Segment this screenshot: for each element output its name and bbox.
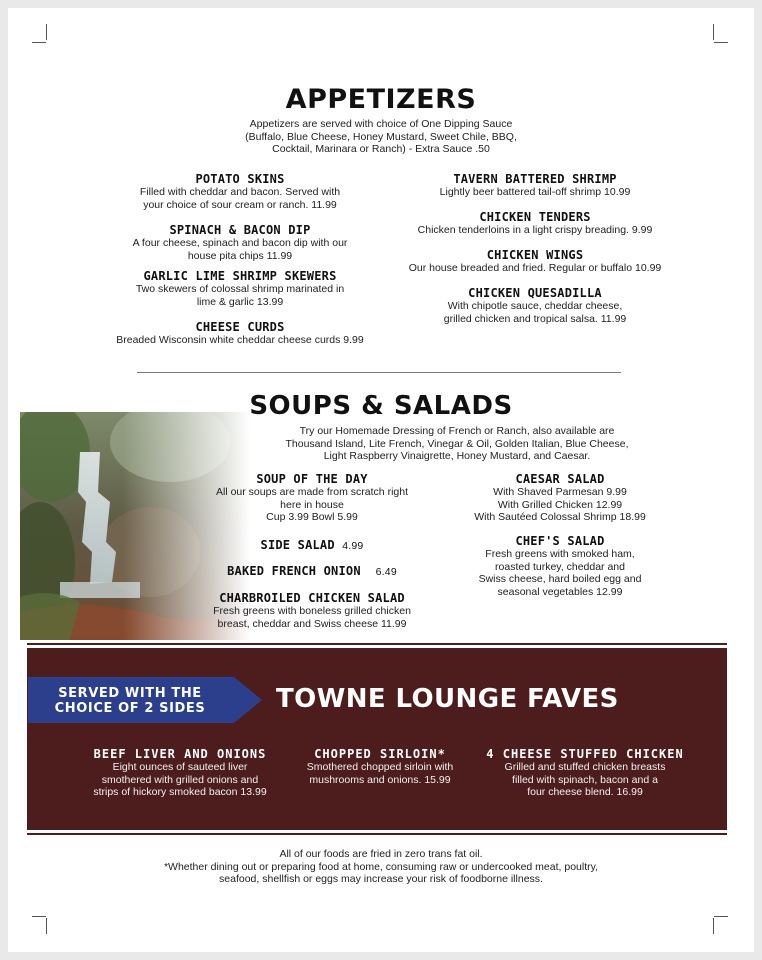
item-title-text: BAKED FRENCH ONION bbox=[227, 564, 361, 578]
item-desc: grilled chicken and tropical salsa. 11.99 bbox=[443, 312, 627, 325]
item-title: 4 CHEESE STUFFED CHICKEN bbox=[486, 747, 684, 761]
footer-notes bbox=[0, 848, 762, 886]
item-desc: mushrooms and onions. 15.99 bbox=[309, 773, 451, 786]
menu-item-tavern-shrimp bbox=[385, 172, 685, 199]
item-desc: Cup 3.99 Bowl 5.99 bbox=[266, 511, 358, 523]
item-title: SPINACH & BACON DIP bbox=[169, 223, 311, 237]
item-title: CHEESE CURDS bbox=[195, 320, 285, 334]
item-desc: With Sautéed Colossal Shrimp 18.99 bbox=[474, 511, 646, 523]
item-desc: Grilled and stuffed chicken breasts bbox=[504, 761, 666, 773]
faves-top-rule bbox=[27, 643, 727, 645]
menu-item-charbroiled-chicken-salad bbox=[162, 591, 462, 630]
intro-line: Appetizers are served with choice of One Dipping Sauce bbox=[249, 118, 513, 130]
footer-line: *Whether dining out or preparing food at home, consuming raw or undercooked meat, poultry, bbox=[163, 860, 599, 873]
item-desc: lime & garlic 13.99 bbox=[196, 295, 284, 308]
menu-item-baked-french-onion bbox=[162, 564, 462, 579]
menu-item-beef-liver bbox=[65, 747, 295, 799]
appetizers-intro bbox=[181, 118, 581, 156]
item-title: CHOPPED SIRLOIN* bbox=[314, 747, 446, 761]
item-desc: Smothered chopped sirloin with bbox=[306, 761, 454, 773]
item-desc: four cheese blend. 16.99 bbox=[527, 786, 643, 798]
menu-item-potato-skins bbox=[90, 172, 390, 211]
item-title: CHEF'S SALAD bbox=[515, 534, 605, 548]
crop-mark-bottom-left bbox=[32, 916, 46, 917]
crop-mark-top-left bbox=[32, 42, 46, 43]
item-desc: Fresh greens with smoked ham, bbox=[485, 548, 635, 560]
menu-item-chefs-salad bbox=[445, 534, 675, 598]
item-desc: With chipotle sauce, cheddar cheese, bbox=[447, 300, 623, 312]
item-desc: Fresh greens with boneless grilled chicken bbox=[213, 605, 411, 617]
soups-salads-heading: SOUPS & SALADS bbox=[249, 391, 513, 421]
faves-bottom-rule bbox=[27, 833, 727, 835]
item-price: 6.49 bbox=[375, 566, 397, 578]
item-title: SOUP OF THE DAY bbox=[256, 472, 368, 486]
item-title: CHICKEN QUESADILLA bbox=[468, 286, 602, 300]
intro-line: Thousand Island, Lite French, Vinegar & Oil, Golden Italian, Blue Cheese, bbox=[285, 437, 629, 450]
item-title bbox=[162, 538, 462, 553]
faves-panel bbox=[27, 648, 727, 830]
item-title: BEEF LIVER AND ONIONS bbox=[93, 747, 267, 761]
item-desc: here in house bbox=[280, 498, 344, 511]
item-title: CHICKEN WINGS bbox=[486, 248, 584, 262]
item-title: CHARBROILED CHICKEN SALAD bbox=[219, 591, 405, 605]
menu-item-spinach-bacon-dip bbox=[90, 223, 390, 262]
item-desc: breast, cheddar and Swiss cheese 11.99 bbox=[217, 617, 407, 630]
item-desc: Filled with cheddar and bacon. Served with bbox=[139, 186, 341, 198]
item-desc: With Shaved Parmesan 9.99 bbox=[493, 486, 627, 498]
item-desc: Lightly beer battered tail-off shrimp 10.99 bbox=[439, 186, 631, 198]
soups-intro bbox=[252, 425, 662, 463]
item-desc: seasonal vegetables 12.99 bbox=[497, 585, 623, 598]
item-desc: Two skewers of colossal shrimp marinated in bbox=[135, 283, 345, 295]
intro-line: Try our Homemade Dressing of French or Ranch, also available are bbox=[299, 425, 615, 437]
item-desc: strips of hickory smoked bacon 13.99 bbox=[93, 786, 267, 798]
crop-mark-top-left-v bbox=[46, 24, 47, 40]
item-desc: Breaded Wisconsin white cheddar cheese curds 9.99 bbox=[116, 334, 364, 346]
item-title: TAVERN BATTERED SHRIMP bbox=[453, 172, 617, 186]
footer-line: seafood, shellfish or eggs may increase your risk of foodborne illness. bbox=[219, 873, 543, 885]
menu-item-cheese-curds bbox=[90, 320, 390, 347]
crop-mark-bottom-right-v bbox=[713, 918, 714, 934]
menu-item-chicken-tenders bbox=[385, 210, 685, 237]
menu-item-chicken-wings bbox=[385, 248, 685, 275]
item-desc: With Grilled Chicken 12.99 bbox=[497, 498, 623, 511]
item-desc: smothered with grilled onions and bbox=[101, 773, 259, 786]
item-title: CHICKEN TENDERS bbox=[479, 210, 591, 224]
item-desc: A four cheese, spinach and bacon dip with our bbox=[132, 237, 348, 249]
ribbon-line: CHOICE OF 2 SIDES bbox=[54, 701, 206, 716]
crop-mark-bottom-left-v bbox=[46, 918, 47, 934]
item-desc: Our house breaded and fried. Regular or buffalo 10.99 bbox=[408, 262, 662, 274]
item-title: CAESAR SALAD bbox=[515, 472, 605, 486]
faves-heading: TOWNE LOUNGE FAVES bbox=[276, 684, 619, 714]
item-desc: your choice of sour cream or ranch. 11.99 bbox=[143, 198, 337, 211]
intro-line: Cocktail, Marinara or Ranch) - Extra Sauce .50 bbox=[272, 143, 490, 155]
crop-mark-top-right-v bbox=[713, 24, 714, 40]
item-title: POTATO SKINS bbox=[195, 172, 285, 186]
item-desc: Chicken tenderloins in a light crispy breading. 9.99 bbox=[417, 224, 653, 236]
item-desc: Swiss cheese, hard boiled egg and bbox=[478, 573, 642, 585]
appetizers-heading: APPETIZERS bbox=[285, 84, 477, 115]
intro-line: (Buffalo, Blue Cheese, Honey Mustard, Sweet Chile, BBQ, bbox=[245, 130, 517, 143]
menu-item-chicken-quesadilla bbox=[385, 286, 685, 325]
item-price: 4.99 bbox=[342, 540, 364, 552]
menu-item-garlic-lime-shrimp bbox=[90, 269, 390, 308]
item-desc: filled with spinach, bacon and a bbox=[512, 773, 658, 786]
intro-line: Light Raspberry Vinaigrette, Honey Mustard, and Caesar. bbox=[323, 450, 591, 462]
item-desc: All our soups are made from scratch right bbox=[216, 486, 408, 498]
item-title bbox=[162, 564, 462, 579]
menu-item-side-salad bbox=[162, 538, 462, 553]
menu-item-caesar-salad bbox=[445, 472, 675, 524]
crop-mark-top-right bbox=[714, 42, 728, 43]
item-desc: house pita chips 11.99 bbox=[187, 249, 293, 262]
sides-ribbon-text bbox=[28, 686, 232, 716]
item-desc: roasted turkey, cheddar and bbox=[495, 560, 625, 573]
menu-item-4-cheese-chicken bbox=[467, 747, 703, 799]
item-title-text: SIDE SALAD bbox=[260, 538, 335, 552]
ribbon-line: SERVED WITH THE bbox=[58, 686, 202, 701]
section-divider bbox=[137, 372, 621, 373]
menu-item-chopped-sirloin bbox=[265, 747, 495, 786]
menu-item-soup-of-the-day bbox=[162, 472, 462, 524]
item-title: GARLIC LIME SHRIMP SKEWERS bbox=[143, 269, 337, 283]
item-desc: Eight ounces of sauteed liver bbox=[112, 761, 248, 773]
footer-line: All of our foods are fried in zero trans fat oil. bbox=[279, 848, 483, 860]
crop-mark-bottom-right bbox=[714, 916, 728, 917]
